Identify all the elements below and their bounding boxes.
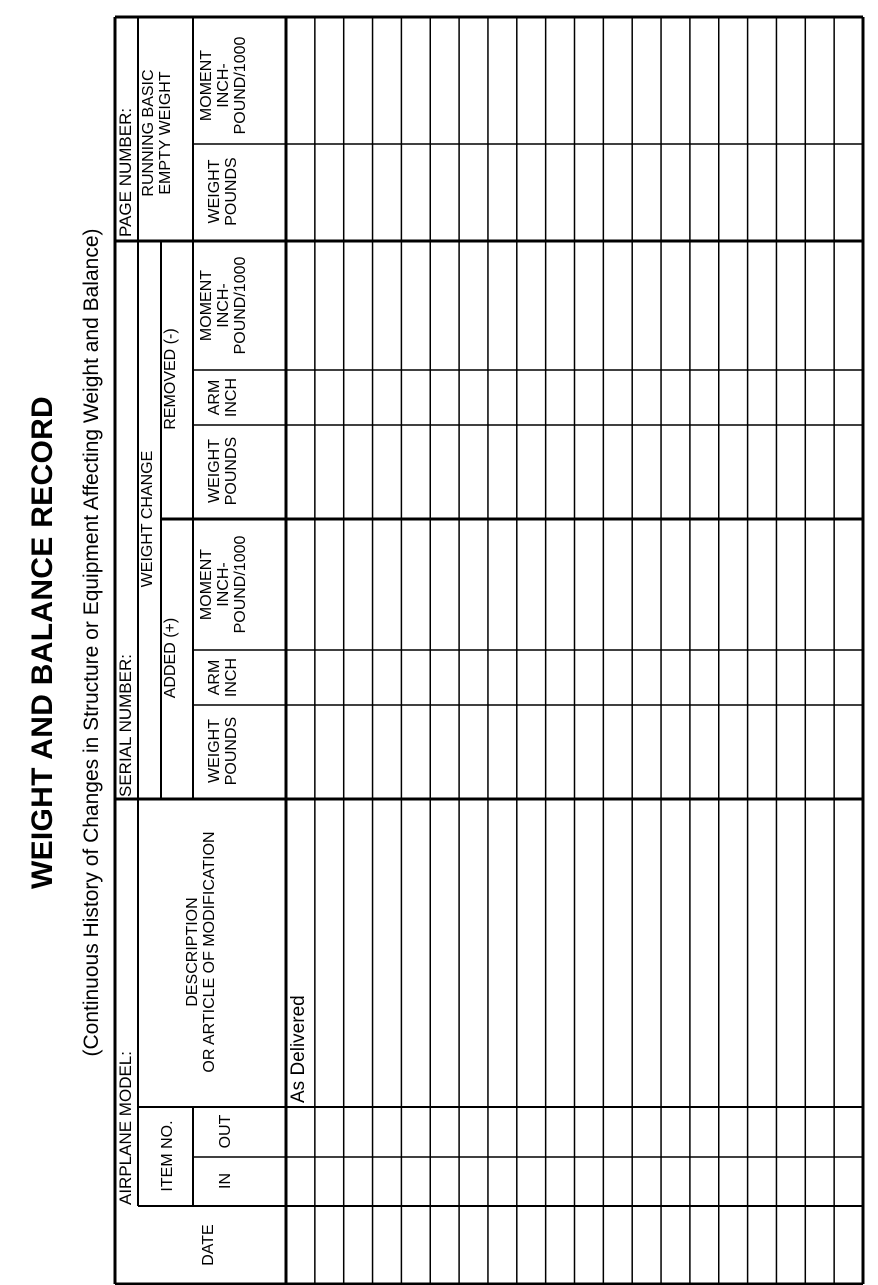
added-moment-header: [199, 519, 249, 650]
running-weight-header: [207, 144, 241, 239]
page-number-field[interactable]: PAGE NUMBER:: [116, 107, 135, 237]
form-title: WEIGHT AND BALANCE RECORD: [26, 395, 59, 890]
added-arm-l1: ARM: [206, 659, 223, 696]
removed-weight-l2: POUNDS: [222, 436, 240, 506]
running-moment-l3: POUND/1000: [231, 36, 249, 135]
removed-weight-l1: WEIGHT: [206, 439, 223, 503]
running-moment-header: [199, 27, 249, 144]
removed-moment-l1: MOMENT: [198, 269, 215, 342]
added-weight-l2: POUNDS: [222, 716, 240, 786]
added-weight-header: [207, 705, 241, 797]
removed-moment-l3: POUND/1000: [231, 256, 249, 355]
row-description[interactable]: As Delivered: [288, 995, 309, 1103]
removed-arm-l1: ARM: [206, 379, 223, 416]
added-arm-header: [207, 650, 241, 705]
removed-moment-header: [199, 241, 249, 370]
running-weight-l2: POUNDS: [222, 157, 240, 226]
running-l2: EMPTY WEIGHT: [156, 71, 174, 195]
form-subtitle: (Continuous History of Changes in Structure or Equipment Affecting Weight and Balance): [80, 228, 103, 1057]
description-header-line1: DESCRIPTION: [184, 897, 201, 1007]
removed-arm-l2: INCH: [222, 377, 240, 418]
added-arm-l2: INCH: [222, 657, 240, 698]
item-no-header: ITEM NO.: [159, 1120, 176, 1192]
running-moment-l1: MOMENT: [198, 49, 215, 122]
added-moment-l1: MOMENT: [198, 548, 215, 621]
item-in-header: IN: [217, 1173, 234, 1189]
removed-moment-l2: INCH-: [214, 283, 232, 328]
airplane-model-field[interactable]: AIRPLANE MODEL:: [116, 1051, 135, 1205]
removed-header: REMOVED (-): [162, 328, 179, 430]
running-l1: RUNNING BASIC: [140, 69, 157, 197]
weight-change-header: WEIGHT CHANGE: [139, 450, 156, 588]
running-basic-header: [141, 27, 175, 239]
date-header: DATE: [200, 1224, 217, 1266]
description-header-line2: OR ARTICLE OF MODIFICATION: [200, 831, 218, 1073]
removed-weight-header: [207, 425, 241, 517]
serial-number-field[interactable]: SERIAL NUMBER:: [116, 654, 135, 797]
added-moment-l3: POUND/1000: [231, 535, 249, 634]
running-weight-l1: WEIGHT: [206, 159, 223, 224]
description-header: [185, 799, 219, 1105]
running-moment-l2: INCH-: [214, 63, 232, 108]
added-moment-l2: INCH-: [214, 562, 232, 607]
added-header: ADDED (+): [162, 617, 179, 699]
removed-arm-header: [207, 370, 241, 425]
item-out-header: OUT: [217, 1114, 234, 1149]
added-weight-l1: WEIGHT: [206, 719, 223, 783]
